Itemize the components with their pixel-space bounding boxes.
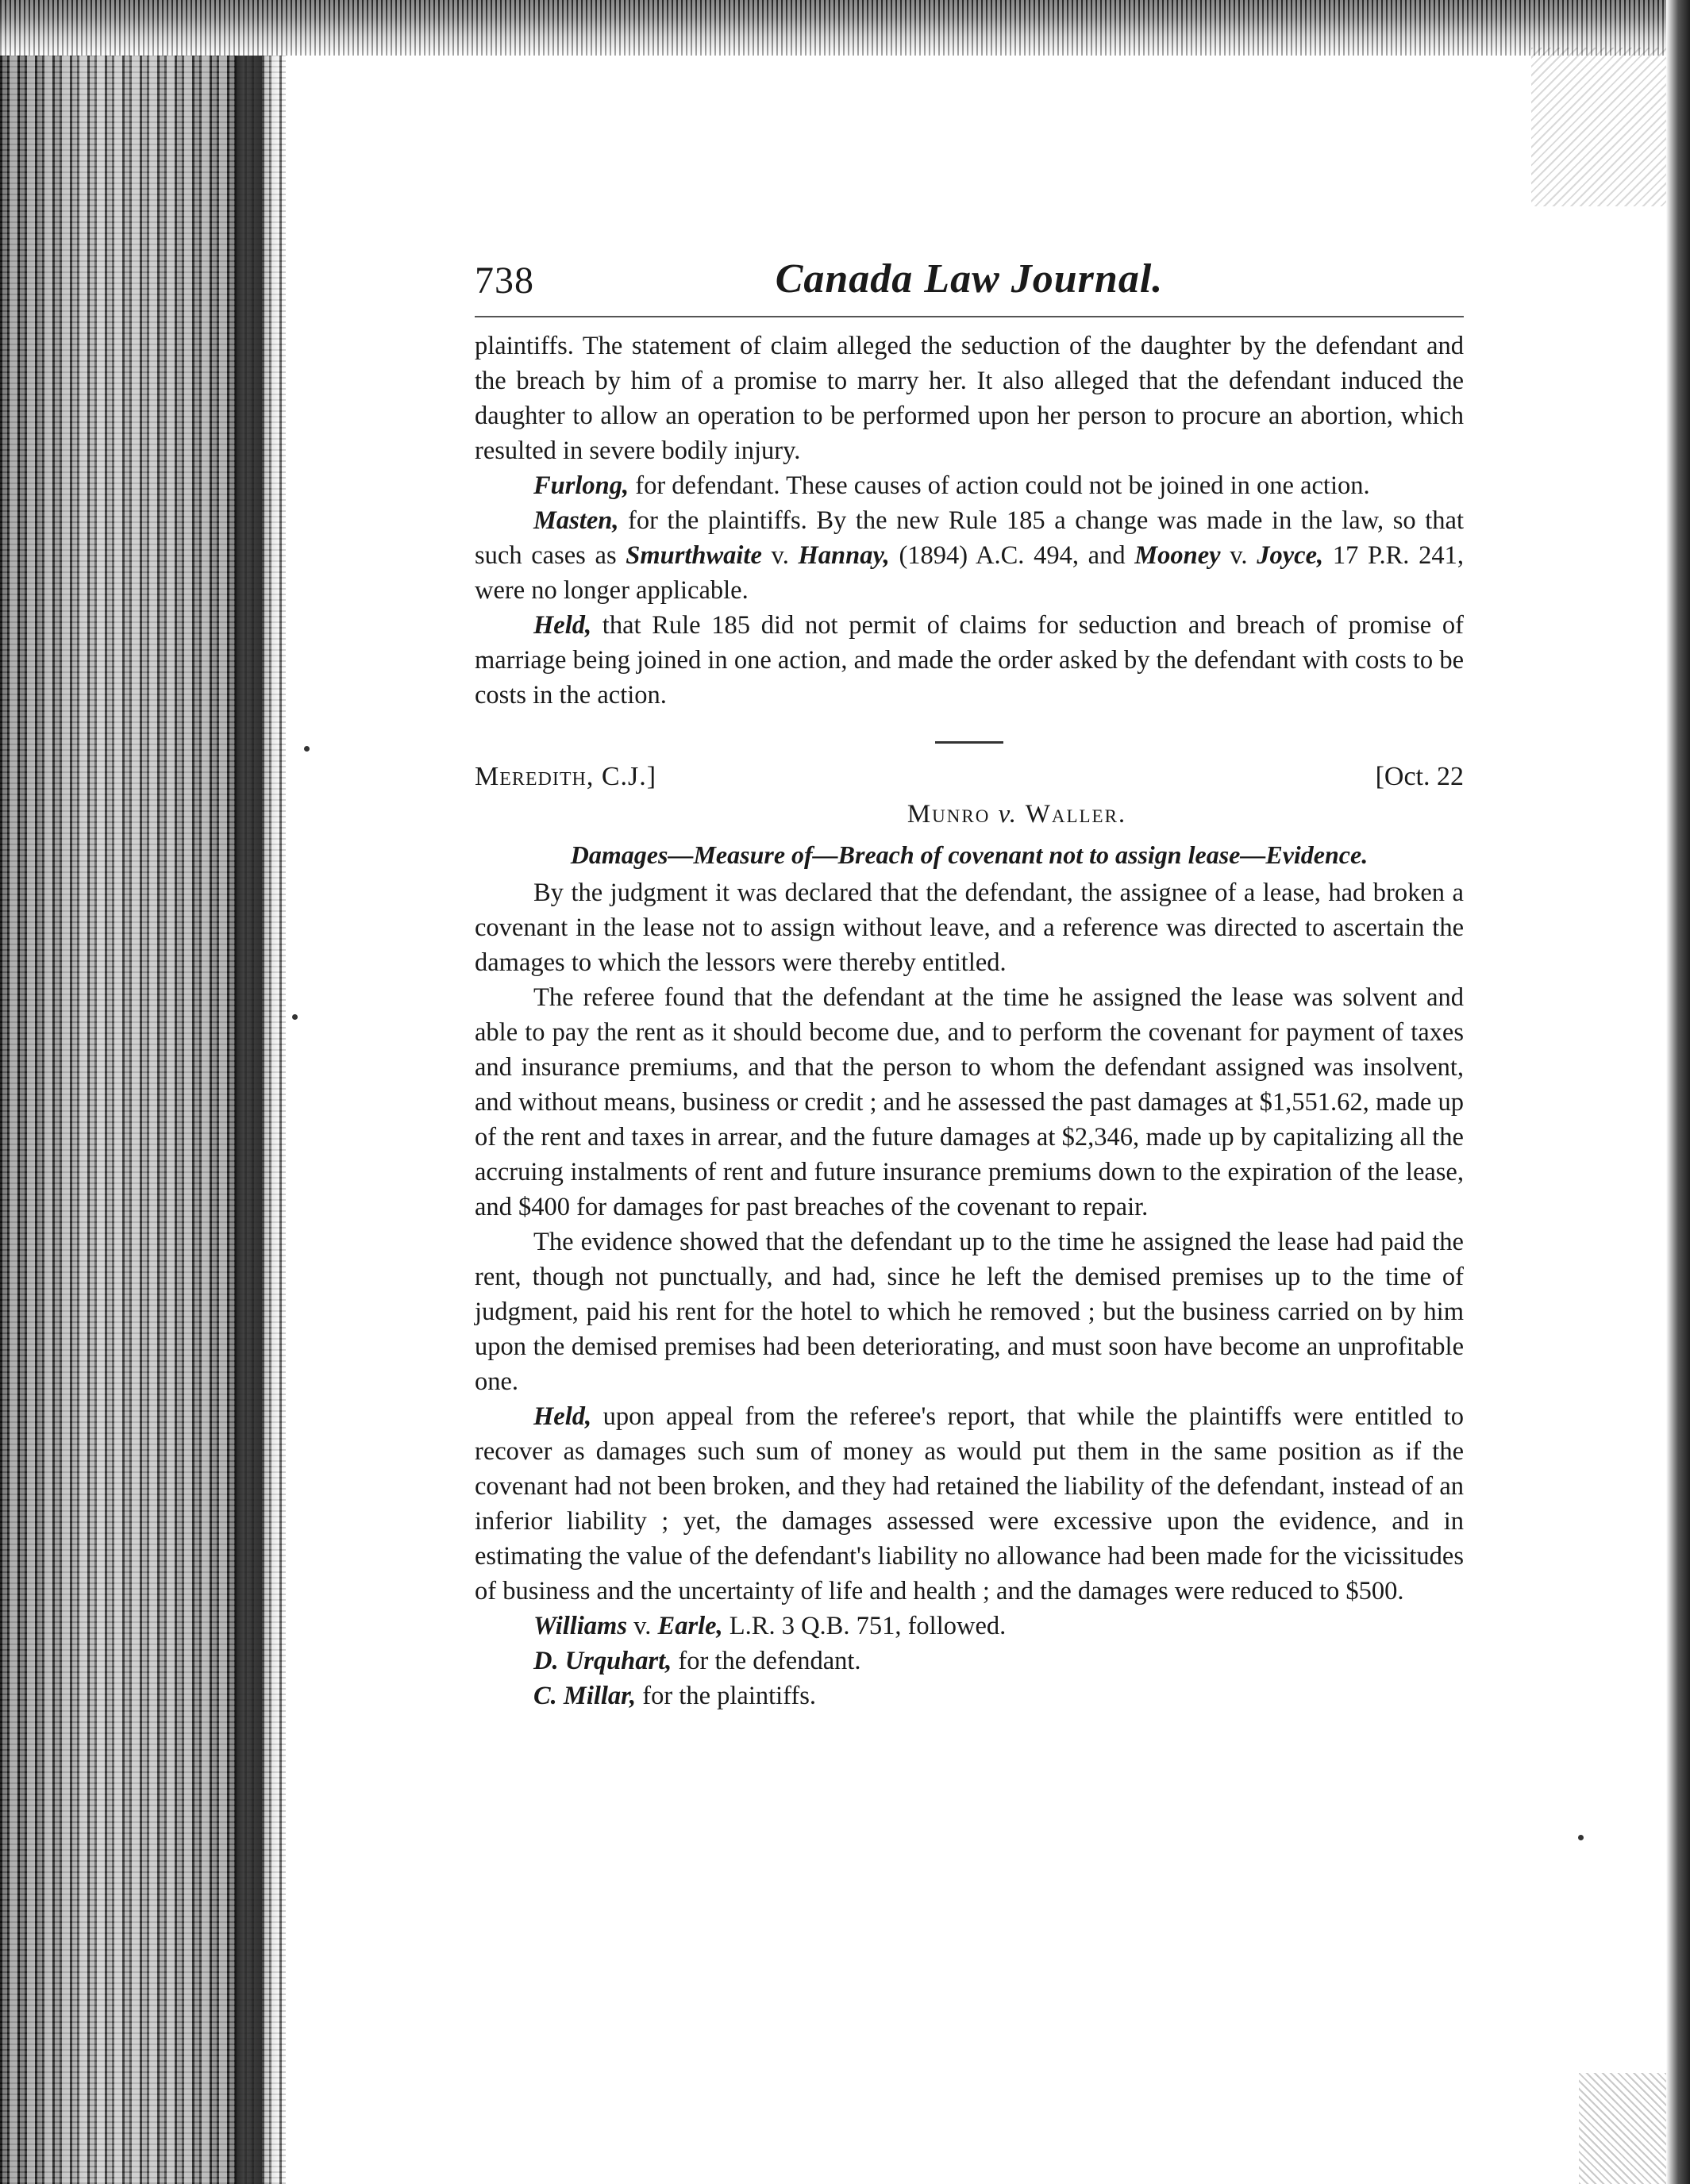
held-label: Held, bbox=[533, 611, 592, 640]
page-number: 738 bbox=[475, 260, 534, 302]
section-divider bbox=[935, 741, 1003, 744]
scan-binding-shadow bbox=[235, 0, 262, 2184]
headnote: Damages—Measure of—Breach of covenant not to assign lease—Evidence. bbox=[570, 840, 1369, 869]
counsel-line bbox=[475, 1644, 1464, 1678]
journal-page bbox=[475, 252, 1464, 1713]
second-case-text bbox=[475, 875, 1464, 1713]
paragraph bbox=[475, 1399, 1464, 1609]
paragraph bbox=[475, 468, 1464, 503]
running-head bbox=[475, 252, 1464, 317]
versus: v. bbox=[761, 541, 799, 570]
decision-date: [Oct. 22 bbox=[1375, 762, 1464, 791]
scan-corner-noise bbox=[1531, 48, 1666, 206]
party-defendant: Waller. bbox=[1025, 800, 1127, 829]
versus: v. bbox=[627, 1612, 658, 1640]
court-line bbox=[475, 758, 1464, 796]
versus: v. bbox=[1220, 541, 1257, 570]
case-citation: Williams bbox=[533, 1612, 627, 1640]
scan-right-edge bbox=[1666, 0, 1690, 2184]
case-citation: Smurthwaite bbox=[626, 541, 762, 570]
held-label: Held, bbox=[533, 1402, 592, 1431]
paragraph-text: for the plaintiffs. By the new Rule 185 a change was made in the law, so that such cases as bbox=[475, 506, 1464, 570]
paragraph-text: that Rule 185 did not permit of claims for seduction and breach of promise of marriage being joined in one action, and made the order asked by the defendant with costs to be costs in the action. bbox=[475, 611, 1464, 709]
counsel-name: Furlong, bbox=[533, 471, 629, 500]
stray-mark bbox=[1578, 1835, 1584, 1840]
paragraph: plaintiffs. The statement of claim alleged the seduction of the daughter by the defendant and the breach by him of a promise to marry her. It also alleged that the defendant induced the daughter to allow an operation to be performed upon her person to procure an abortion, which resulted in severe bodily injury. bbox=[475, 332, 1464, 465]
counsel-role: for the defendant. bbox=[672, 1647, 861, 1675]
scan-corner-noise-bottom bbox=[1579, 2073, 1666, 2184]
case-citation: Earle, bbox=[657, 1612, 723, 1640]
counsel-name: D. Urquhart, bbox=[533, 1647, 672, 1675]
paragraph-text: for defendant. These causes of action could not be joined in one action. bbox=[629, 471, 1370, 500]
case-citation: Joyce, bbox=[1257, 541, 1324, 570]
paragraph bbox=[475, 503, 1464, 608]
judge-name: Meredith, C.J.] bbox=[475, 762, 657, 791]
journal-title: Canada Law Journal. bbox=[775, 256, 1164, 302]
case-title bbox=[570, 796, 1464, 832]
paragraph: By the judgment it was declared that the defendant, the assignee of a lease, had broken a covenant in the lease not to assign without leave, and a reference was directed to ascertain the damages to which the lessors were thereby entitled. bbox=[475, 879, 1464, 977]
counsel-name: Masten, bbox=[533, 506, 619, 535]
paragraph: The evidence showed that the defendant up to the time he assigned the lease had paid the rent, though not punctually, and had, since he left the demised premises up to the time of judgment, paid his rent for the hotel to which he removed ; but the business carried on by him upon the demised premises had been deteriorating, and must soon have become an unprofitable one. bbox=[475, 1228, 1464, 1396]
stray-mark bbox=[292, 1014, 298, 1020]
party-plaintiff: Munro bbox=[907, 800, 991, 829]
paragraph-text: upon appeal from the referee's report, that while the plaintiffs were entitled to recover as damages such sum of money as would put them in the same position as if the covenant had not been broken, and they had retained the liability of the defendant, instead of an inferior liability ; yet, the damages assessed were excessive upon the evidence, and in estimating the value of the defendant's liability no allowance had been made for the vicissitudes of business and the uncertainty of life and health ; and the damages were reduced to $500. bbox=[475, 1402, 1464, 1605]
first-case-text bbox=[475, 329, 1464, 713]
counsel-role: for the plaintiffs. bbox=[636, 1682, 817, 1710]
case-citation: Hannay, bbox=[798, 541, 890, 570]
paragraph bbox=[475, 608, 1464, 713]
counsel-name: C. Millar, bbox=[533, 1682, 637, 1710]
case-citation: Mooney bbox=[1134, 541, 1221, 570]
citation-text: L.R. 3 Q.B. 751, followed. bbox=[722, 1612, 1007, 1640]
paragraph: The referee found that the defendant at the time he assigned the lease was solvent and able to pay the rent as it should become due, and to perform the covenant for payment of taxes and insurance premiums, and that the person to whom the defendant assigned was insolvent, and without means, business or credit ; and he assessed the past damages at $1,551.62, made up of the rent and taxes in arrear, and the future damages at $2,346, made up by capitalizing all the accruing instalments of rent and future insurance premiums down to the expiration of the lease, and $400 for damages for past breaches of the covenant to repair. bbox=[475, 983, 1464, 1221]
stray-mark bbox=[304, 746, 310, 752]
paragraph-text: (1894) A.C. 494, and bbox=[889, 541, 1135, 570]
paragraph-text: 17 P.R. 241, were no longer applicable. bbox=[475, 541, 1464, 605]
counsel-line bbox=[475, 1678, 1464, 1713]
citation-line bbox=[475, 1609, 1464, 1644]
versus: v. bbox=[998, 800, 1018, 829]
scan-top-edge bbox=[0, 0, 1690, 56]
